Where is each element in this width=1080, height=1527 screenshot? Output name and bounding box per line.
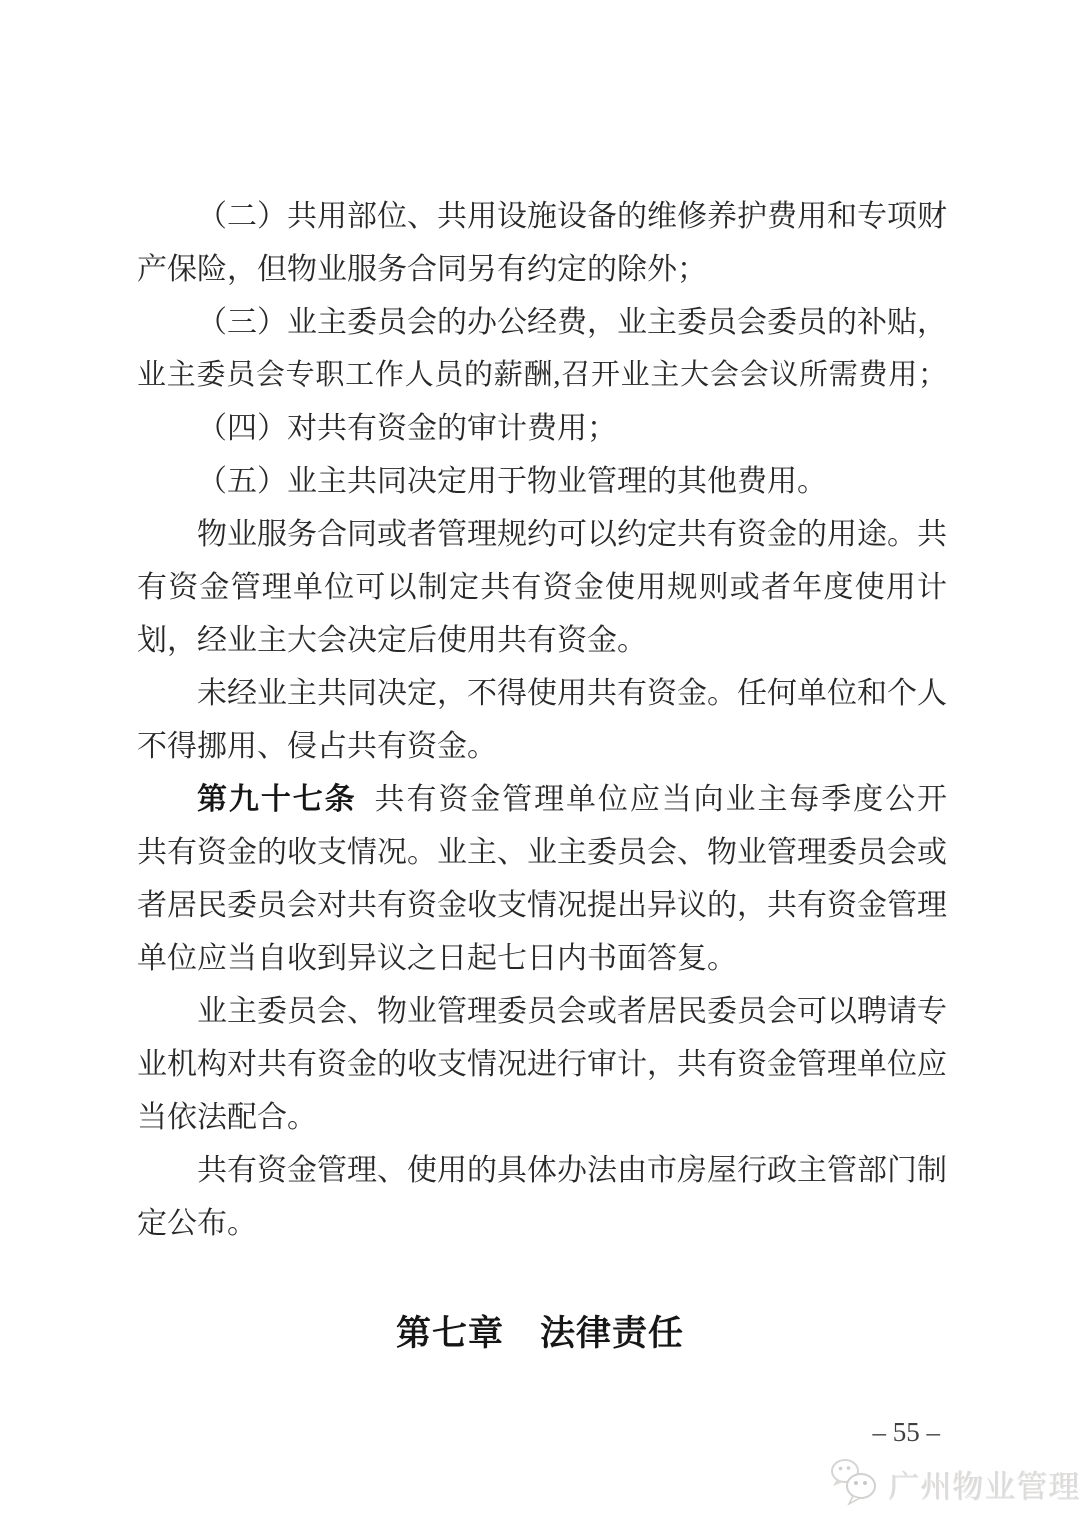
line-text: 业机构对共有资金的收支情况进行审计，共有资金管理单位应 — [137, 1048, 947, 1081]
text-line — [137, 190, 947, 243]
wechat-icon — [830, 1457, 880, 1509]
page-number: – 55 – — [872, 1417, 940, 1447]
text-line — [137, 720, 947, 773]
text-line — [137, 243, 947, 296]
document-body — [137, 190, 947, 1250]
line-text: 共有资金的收支情况。业主、业主委员会、物业管理委员会或 — [137, 836, 947, 869]
text-line — [137, 455, 947, 508]
text-line — [137, 561, 947, 614]
line-text: 当依法配合。 — [137, 1101, 317, 1134]
line-text: 有资金管理单位可以制定共有资金使用规则或者年度使用计 — [137, 571, 947, 604]
line-text: 者居民委员会对共有资金收支情况提出异议的，共有资金管理 — [137, 889, 947, 922]
line-text: 业主委员会、物业管理委员会或者居民委员会可以聘请专 — [197, 995, 947, 1028]
line-text: （五）业主共同决定用于物业管理的其他费用。 — [197, 465, 827, 498]
text-line — [137, 826, 947, 879]
watermark-text: 广州物业管理 — [888, 1468, 1080, 1504]
text-line — [137, 1038, 947, 1091]
text-line — [137, 508, 947, 561]
line-text: 产保险，但物业服务合同另有约定的除外； — [137, 253, 707, 286]
text-line — [137, 667, 947, 720]
text-line — [137, 1091, 947, 1144]
line-text: 物业服务合同或者管理规约可以约定共有资金的用途。共 — [197, 518, 947, 551]
line-text: 划，经业主大会决定后使用共有资金。 — [137, 624, 647, 657]
text-line — [137, 1144, 947, 1197]
text-line — [137, 1197, 947, 1250]
line-text: 定公布。 — [137, 1207, 257, 1240]
text-line — [137, 985, 947, 1038]
line-text: 未经业主共同决定，不得使用共有资金。任何单位和个人 — [197, 677, 947, 710]
text-line — [137, 932, 947, 985]
text-line — [137, 773, 947, 826]
line-text: （二）共用部位、共用设施设备的维修养护费用和专项财 — [197, 200, 947, 233]
line-text: 不得挪用、侵占共有资金。 — [137, 730, 497, 763]
text-line — [137, 614, 947, 667]
watermark — [830, 1455, 1080, 1511]
text-line — [137, 349, 947, 402]
text-line — [137, 402, 947, 455]
line-text: 业主委员会专职工作人员的薪酬,召开业主大会会议所需费用； — [137, 359, 947, 391]
article-number: 第九十七条 — [197, 783, 357, 816]
line-text: 共有资金管理、使用的具体办法由市房屋行政主管部门制 — [197, 1154, 947, 1187]
line-text: （四）对共有资金的审计费用； — [197, 412, 617, 445]
chapter-heading: 第七章 法律责任 — [395, 1314, 684, 1353]
text-line — [137, 296, 947, 349]
line-text: 共有资金管理单位应当向业主每季度公开 — [374, 783, 948, 816]
line-text: （三）业主委员会的办公经费，业主委员会委员的补贴， — [197, 306, 947, 339]
text-line — [137, 879, 947, 932]
line-text: 单位应当自收到异议之日起七日内书面答复。 — [137, 942, 737, 975]
